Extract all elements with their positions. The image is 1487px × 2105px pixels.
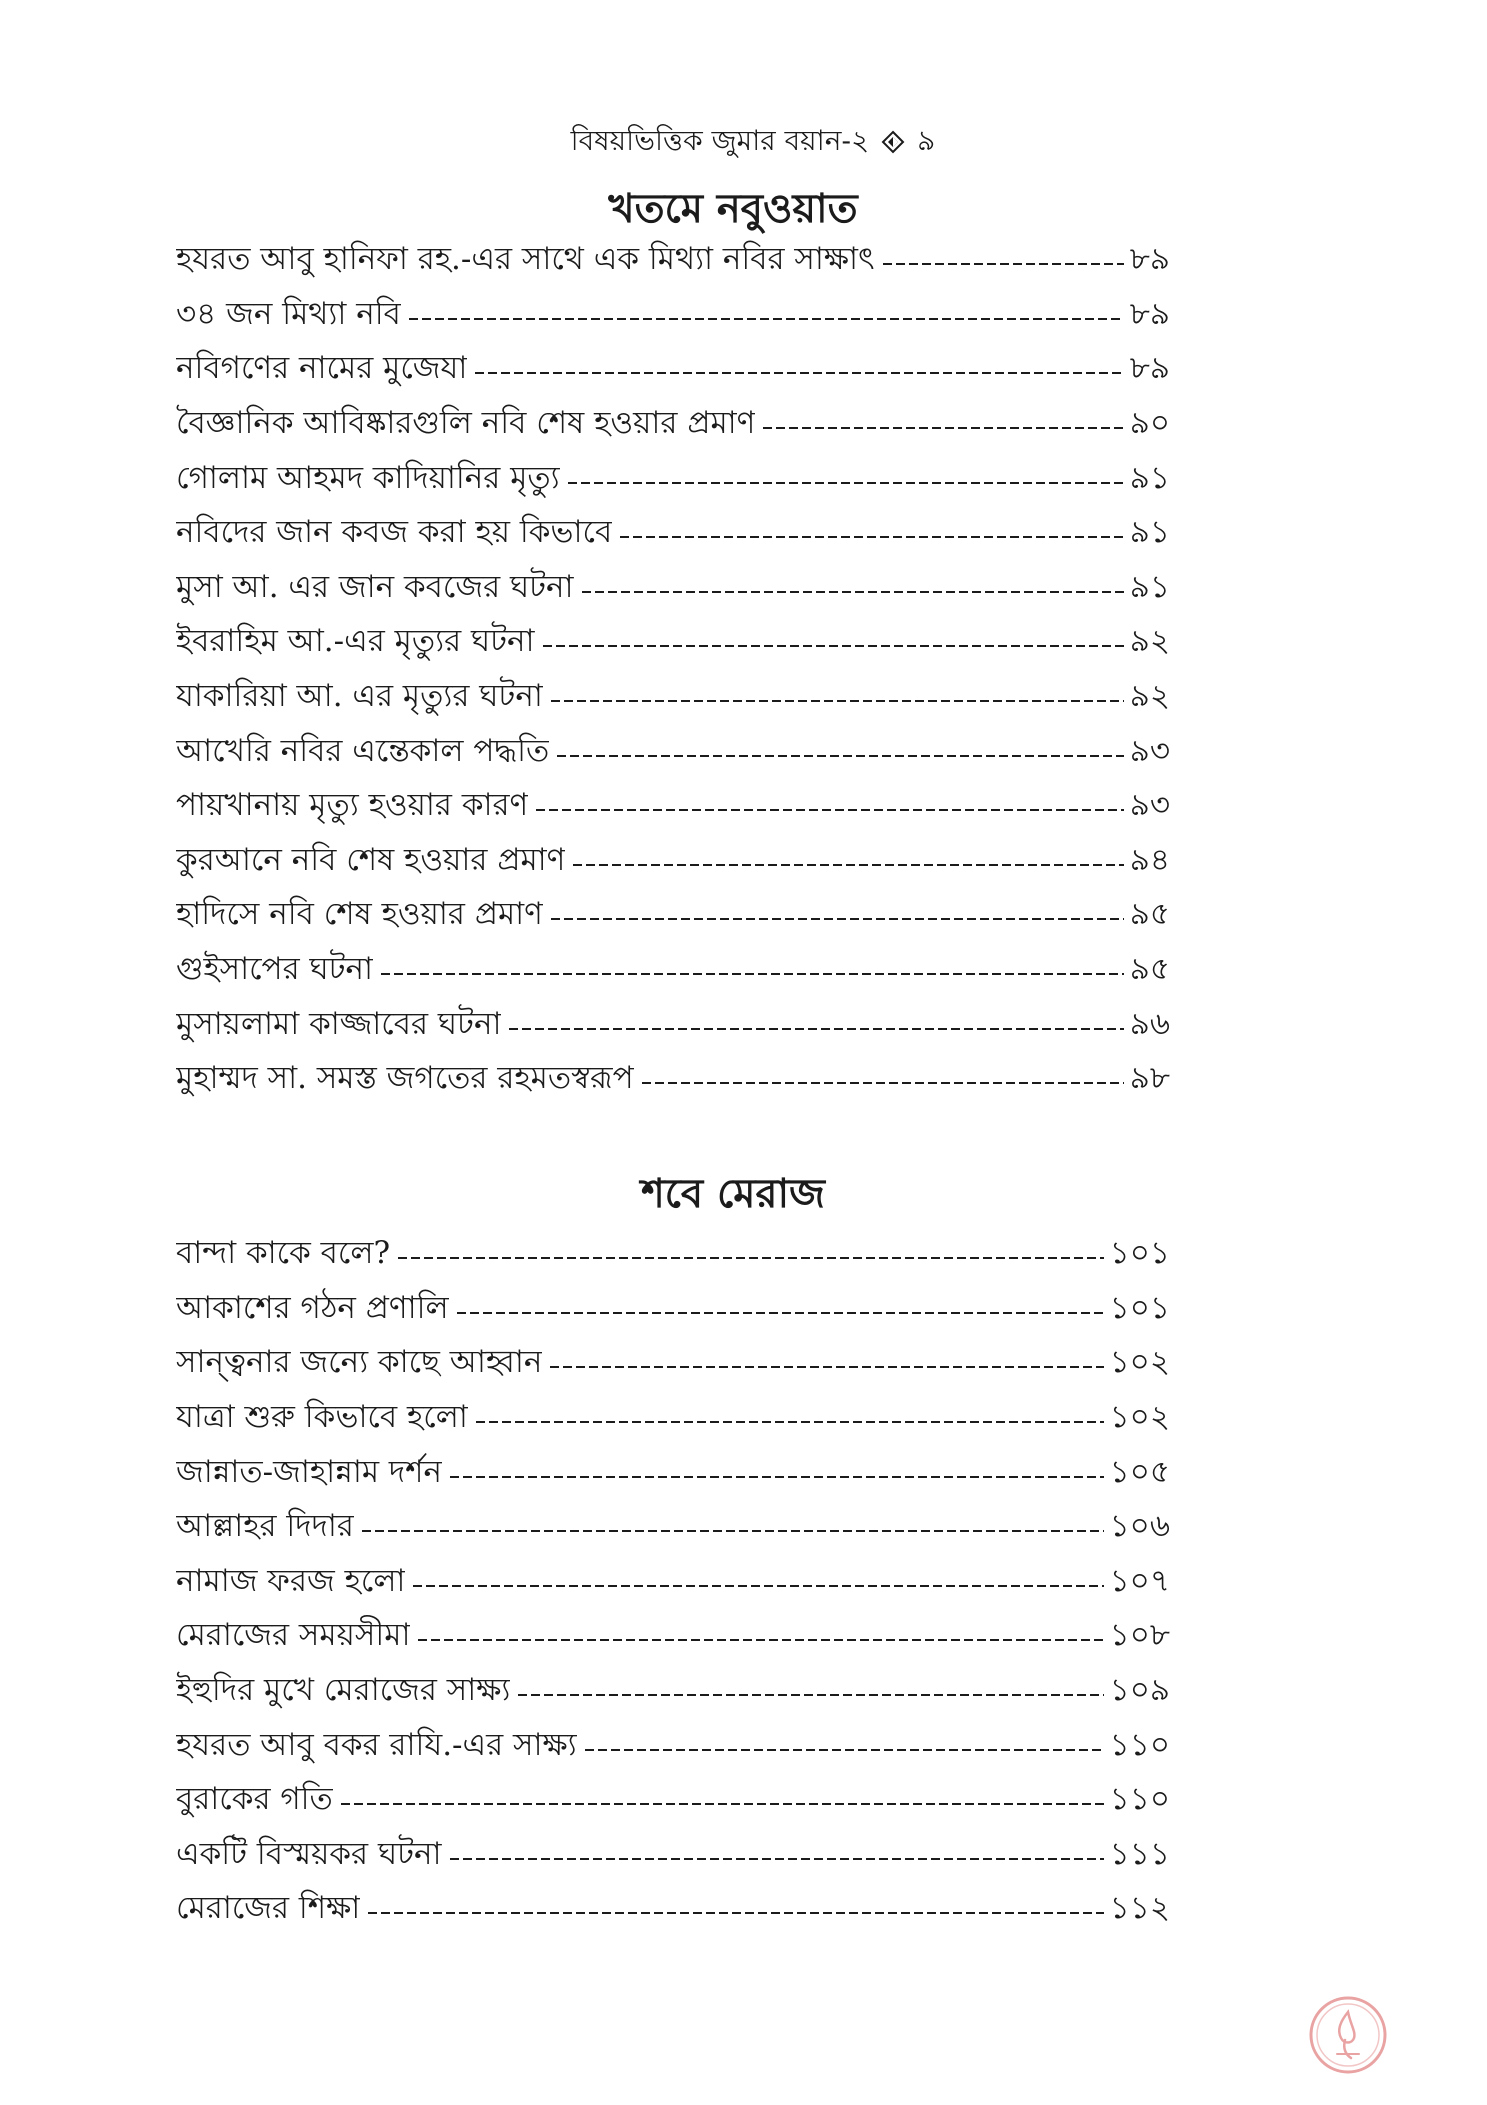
toc-entry: [176, 616, 1170, 671]
dash-leader: [362, 1530, 1104, 1532]
dash-leader: [368, 1912, 1103, 1914]
entry-title: আখেরি নবির এন্তেকাল পদ্ধতি: [176, 732, 550, 769]
entry-title: বৈজ্ঞানিক আবিষ্কারগুলি নবি শেষ হওয়ার প্রমাণ: [176, 405, 756, 442]
entry-page: ৯৩: [1129, 787, 1170, 824]
toc-list-khatme-nabuwat: [176, 234, 1170, 1108]
dash-leader: [543, 645, 1124, 647]
entry-page: ১১০: [1109, 1781, 1170, 1818]
entry-title: নবিদের জান কবজ করা হয় কিভাবে: [176, 514, 613, 551]
dash-leader: [568, 482, 1124, 484]
toc-entry: [176, 343, 1170, 398]
entry-page: ৯৪: [1129, 841, 1170, 878]
entry-page: ৯৫: [1129, 951, 1170, 988]
dash-leader: [398, 1257, 1104, 1259]
entry-page: ৯৫: [1129, 896, 1170, 933]
entry-title: মুসা আ. এর জান কবজের ঘটনা: [176, 568, 574, 605]
entry-title: নামাজ ফরজ হলো: [176, 1562, 406, 1599]
entry-page: ১০৯: [1109, 1672, 1170, 1709]
entry-page: ৯২: [1129, 678, 1170, 715]
entry-page: ৯৬: [1129, 1005, 1170, 1042]
entry-title: বুরাকের গতি: [176, 1781, 333, 1818]
dash-leader: [557, 755, 1123, 757]
toc-entry: [176, 1501, 1170, 1556]
dash-leader: [518, 1694, 1103, 1696]
toc-entry: [176, 1556, 1170, 1611]
entry-title: গোলাম আহমদ কাদিয়ানির মৃত্যু: [176, 459, 560, 496]
entry-page: ৯১: [1129, 459, 1170, 496]
toc-entry: [176, 1446, 1170, 1501]
toc-entry: [176, 1283, 1170, 1338]
entry-title: পায়খানায় মৃত্যু হওয়ার কারণ: [176, 787, 529, 824]
entry-title: সান্ত্বনার জন্যে কাছে আহ্বান: [176, 1344, 543, 1381]
dash-leader: [457, 1312, 1104, 1314]
dash-leader: [573, 864, 1123, 866]
entry-page: ১০২: [1109, 1344, 1170, 1381]
entry-title: জান্নাত-জাহান্নাম দর্শন: [176, 1453, 443, 1490]
entry-title: হাদিসে নবি শেষ হওয়ার প্রমাণ: [176, 896, 543, 933]
dash-leader: [413, 1585, 1103, 1587]
running-title: বিষয়ভিত্তিক জুমার বয়ান-২: [570, 123, 870, 157]
entry-title: আল্লাহর দিদার: [176, 1508, 354, 1545]
entry-page: ৮৯: [1129, 241, 1170, 278]
dash-leader: [381, 973, 1124, 975]
toc-entry: [176, 1392, 1170, 1447]
toc-entry: [176, 1883, 1170, 1938]
entry-page: ১১০: [1109, 1726, 1170, 1763]
entry-page: ৯০: [1129, 405, 1170, 442]
entry-page: ৯৩: [1129, 732, 1170, 769]
entry-page: ১১২: [1109, 1890, 1170, 1927]
dash-leader: [642, 1082, 1124, 1084]
toc-entry: [176, 671, 1170, 726]
toc-entry: [176, 1829, 1170, 1884]
entry-page: ৯১: [1129, 514, 1170, 551]
diamond-ornament-icon: [881, 130, 905, 154]
toc-entry: [176, 835, 1170, 890]
entry-title: মুহাম্মদ সা. সমস্ত জগতের রহমতস্বরূপ: [176, 1060, 634, 1097]
entry-title: একটি বিস্ময়কর ঘটনা: [176, 1835, 442, 1872]
dash-leader: [450, 1476, 1104, 1478]
dash-leader: [509, 1028, 1123, 1030]
section-title-khatme-nabuwat: খতমে নবুওয়াত: [608, 185, 858, 232]
dash-leader: [550, 1366, 1103, 1368]
entry-title: হযরত আবু বকর রাযি.-এর সাক্ষ্য: [176, 1726, 577, 1763]
toc-entry: [176, 780, 1170, 835]
entry-title: মেরাজের সময়সীমা: [176, 1617, 411, 1654]
toc-entry: [176, 1228, 1170, 1283]
dash-leader: [341, 1803, 1104, 1805]
toc-entry: [176, 1719, 1170, 1774]
entry-title: যাত্রা শুরু কিভাবে হলো: [176, 1399, 468, 1436]
entry-page: ১০৬: [1109, 1508, 1170, 1545]
entry-title: বান্দা কাকে বলে?: [176, 1235, 391, 1272]
entry-page: ১০১: [1109, 1289, 1170, 1326]
page-number: ৯: [917, 123, 936, 157]
entry-page: ১০৫: [1109, 1453, 1170, 1490]
entry-title: মেরাজের শিক্ষা: [176, 1890, 361, 1927]
entry-page: ৯২: [1129, 623, 1170, 660]
dash-leader: [763, 427, 1123, 429]
entry-title: নবিগণের নামের মুজেযা: [176, 350, 468, 387]
entry-page: ১১১: [1109, 1835, 1170, 1872]
dash-leader: [582, 591, 1124, 593]
entry-page: ১০১: [1109, 1235, 1170, 1272]
dash-leader: [551, 918, 1124, 920]
dash-leader: [476, 1421, 1104, 1423]
section-title-shabe-meraj: শবে মেরাজ: [641, 1170, 825, 1217]
toc-entry: [176, 1053, 1170, 1108]
entry-title: কুরআনে নবি শেষ হওয়ার প্রমাণ: [176, 841, 566, 878]
entry-title: ৩৪ জন মিথ্যা নবি: [176, 295, 401, 332]
dash-leader: [620, 536, 1124, 538]
toc-entry: [176, 725, 1170, 780]
toc-entry: [176, 1337, 1170, 1392]
entry-page: ১০২: [1109, 1399, 1170, 1436]
toc-entry: [176, 398, 1170, 453]
toc-entry: [176, 1774, 1170, 1829]
dash-leader: [551, 700, 1124, 702]
entry-page: ৮৯: [1129, 295, 1170, 332]
dash-leader: [409, 318, 1124, 320]
entry-title: ইহুদির মুখে মেরাজের সাক্ষ্য: [176, 1672, 511, 1709]
publisher-logo-icon: [1307, 1994, 1389, 2076]
entry-page: ১০৭: [1109, 1562, 1170, 1599]
toc-entry: [176, 944, 1170, 999]
entry-page: ৯৮: [1129, 1060, 1170, 1097]
dash-leader: [475, 372, 1123, 374]
entry-title: গুইসাপের ঘটনা: [176, 951, 374, 988]
running-head: [453, 120, 1053, 164]
toc-entry: [176, 889, 1170, 944]
dash-leader: [450, 1858, 1104, 1860]
entry-title: আকাশের গঠন প্রণালি: [176, 1289, 449, 1326]
entry-title: যাকারিয়া আ. এর মৃত্যুর ঘটনা: [176, 678, 543, 715]
entry-page: ৯১: [1129, 568, 1170, 605]
entry-page: ১০৮: [1109, 1617, 1170, 1654]
entry-title: ইবরাহিম আ.-এর মৃত্যুর ঘটনা: [176, 623, 535, 660]
toc-entry: [176, 289, 1170, 344]
toc-list-shabe-meraj: [176, 1228, 1170, 1938]
toc-entry: [176, 452, 1170, 507]
toc-entry: [176, 507, 1170, 562]
entry-title: মুসায়লামা কাজ্জাবের ঘটনা: [176, 1005, 502, 1042]
dash-leader: [585, 1749, 1104, 1751]
dash-leader: [418, 1639, 1103, 1641]
dash-leader: [883, 263, 1124, 265]
entry-title: হযরত আবু হানিফা রহ.-এর সাথে এক মিথ্যা নবির সাক্ষাৎ: [176, 241, 875, 278]
toc-entry: [176, 1665, 1170, 1720]
toc-entry: [176, 562, 1170, 617]
toc-entry: [176, 1610, 1170, 1665]
toc-entry: [176, 998, 1170, 1053]
dash-leader: [536, 809, 1123, 811]
entry-page: ৮৯: [1129, 350, 1170, 387]
toc-entry: [176, 234, 1170, 289]
